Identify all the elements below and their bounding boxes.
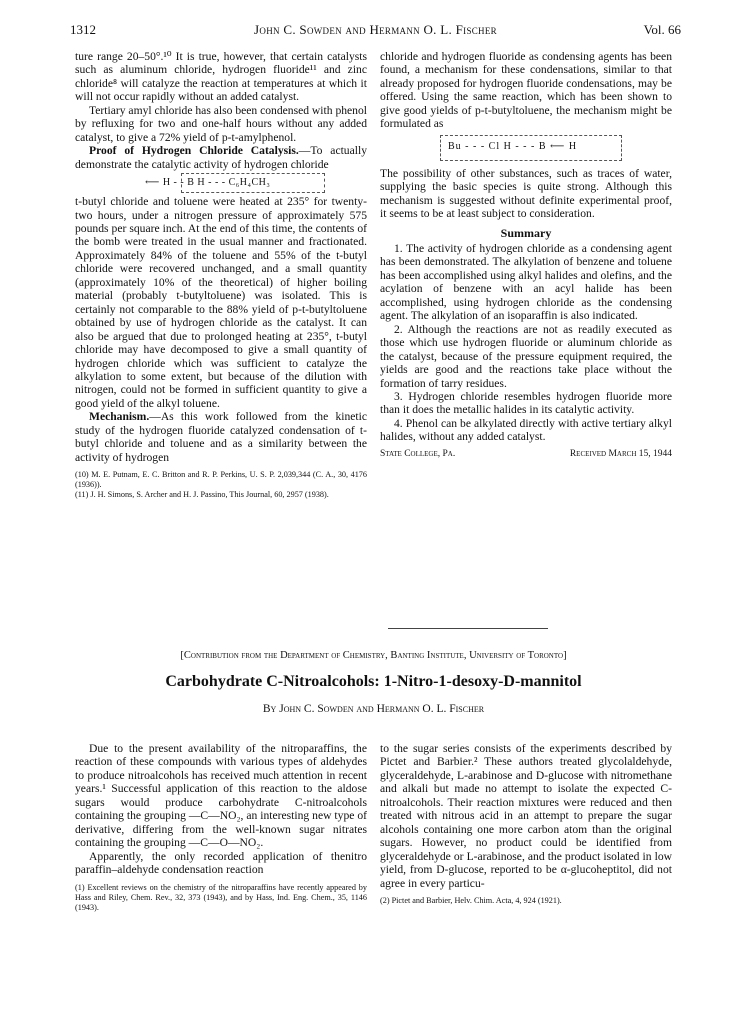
running-header xyxy=(70,22,681,40)
summary-item: 1. The activity of hydrogen chloride as a condensing agent has been demonstrated. The alkylation of benzene and toluene has been accomplished using alkyl halides and olefins, and the acylation of benzene with an acyl halide has been accomplished, using hydrogen chloride as the condensing agent. The alkylation of an isoparaffin is also indicated. xyxy=(380,241,672,323)
paragraph: to the sugar series consists of the experiments described by Pictet and Barbier.² These authors treated glycolaldehyde, glyceraldehyde, L-arabinose and D-glucose with nitromethane and alkali but made no attempt to isolate the expected C-nitroalcohols. Their reaction mixtures were reduced and then treated with nitrous acid in an attempt to prepare the sugar alcohols containing one more carbon atom than the original sugars. However, no product could be identified from glyceraldehyde or L-arabinose, and the product isolated in low yield, from D-glucose, reported to be α-glucoheptitol, did not agree in every particu- xyxy=(380,742,672,890)
signature-line xyxy=(380,448,672,461)
summary-item: 2. Although the reactions are not as readily executed as those which use hydrogen fluoride or aluminum chloride as the catalyst, because of the pressure equipment required, the yields are good and the reactions take place without the formation of tarry residues. xyxy=(380,322,672,390)
footnotes xyxy=(75,883,367,913)
paragraph-text: —To actually demonstrate the catalytic activity of hydrogen chloride xyxy=(75,144,367,171)
section-heading: Proof of Hydrogen Chloride Catalysis. xyxy=(89,144,299,158)
running-title: John C. Sowden and Hermann O. L. Fischer xyxy=(254,22,497,37)
paragraph: Due to the present availability of the nitroparaffins, the reaction of these compounds with various types of aldehydes to produce nitroalcohols has received much attention in recent years.¹ Successful application of this reaction to the aldose sugars would produce carbohydrate C-nitroalcohols containing the grouping —C—NO₂, an interesting new type of derivative, differing from the well-known sugar nitrates containing the grouping —C—O—NO₂. xyxy=(75,742,367,850)
mechanism-formula: Bu - - - Cl H - - - B ⟵ H xyxy=(448,140,578,152)
footnote: (11) J. H. Simons, S. Archer and H. J. Passino, This Journal, 60, 2957 (1938). xyxy=(75,490,329,500)
paragraph: chloride and hydrogen fluoride as condensing agents has been found, a mechanism for these condensations, similar to that already proposed for hydrogen fluoride condensations, may be offered. Using the same reaction, which has been shown to give good yields of p-t-butyltoluene, the mechanism might be formulated as xyxy=(380,50,672,131)
contribution-line: [Contribution from the Department of Chemistry, Banting Institute, University of Toronto] xyxy=(180,650,567,661)
paragraph: The possibility of other substances, such as traces of water, supplying the basic species is quite strong. Although this mechanism is suggested without definite experimental proof, it seems to be at least subject to consideration. xyxy=(380,166,672,221)
column-2 xyxy=(380,50,672,461)
footnote: (1) Excellent reviews on the chemistry of the nitroparaffins have recently appeared by Hass and Riley, Chem. Rev., 32, 373 (1943), and by Hass, Ind. Eng. Chem., 35, 1146 (1943). xyxy=(75,882,367,912)
summary-item: 3. Hydrogen chloride resembles hydrogen fluoride more than it does the metallic halides in its catalytic activity. xyxy=(380,389,672,417)
mechanism-figure-right xyxy=(380,135,672,163)
article-title: Carbohydrate C-Nitroalcohols: 1-Nitro-1-desoxy-D-mannitol xyxy=(165,673,582,690)
received-date: Received March 15, 1944 xyxy=(569,448,672,459)
section-heading: Mechanism. xyxy=(89,410,150,424)
footnote: (10) M. E. Putnam, E. C. Britton and R. P. Perkins, U. S. P. 2,039,344 (C. A., 30, 4176 (1936)). xyxy=(75,470,367,490)
summary-item: 4. Phenol can be alkylated directly with active tertiary alkyl halides, without any added catalyst. xyxy=(380,416,672,444)
mechanism-formula: ⟵ H - - B H - - - C₆H₄CH₃ xyxy=(145,177,271,189)
column-4 xyxy=(380,742,672,906)
column-1 xyxy=(75,50,367,500)
page-number: 1312 xyxy=(70,22,96,37)
paragraph: ture range 20–50°.¹⁰ It is true, however, that certain catalysts such as aluminum chloride, hydrogen fluoride¹¹ and zinc chloride⁸ will catalyze the reaction at temperatures at which it will not occur rapidly without an added catalyst. xyxy=(75,50,367,104)
column-3 xyxy=(75,742,367,913)
mechanism-figure-left xyxy=(75,173,367,193)
paragraph xyxy=(75,144,367,171)
section-divider xyxy=(388,628,548,629)
paragraph xyxy=(75,410,367,464)
footnotes xyxy=(75,470,367,500)
location: State College, Pa. xyxy=(380,448,456,459)
footnotes xyxy=(380,896,672,906)
paragraph: Tertiary amyl chloride has also been condensed with phenol by refluxing for two and one-half hours without any added catalyst, to give a 72% yield of p-t-amylphenol. xyxy=(75,103,367,144)
paragraph-text: —As this work followed from the kinetic study of the hydrogen fluoride catalyzed condensation of t-butyl chloride and toluene and as a similarity between the activity of hydrogen xyxy=(75,410,367,464)
paragraph: t-butyl chloride and toluene were heated at 235° for twenty-two hours, under a nitrogen pressure of approximately 575 pounds per square inch. At the end of this time, the contents of the bomb were treated in the usual manner and fractionated. Approximately 84% of the toluene and 55% of the t-butyl chloride were recovered unchanged, and a small quantity (approximately 10% of the theoretical) of higher boiling material (probably t-butyltoluene) was isolated. This is certainly not comparable to the 88% yield of p-t-butyltoluene obtained by use of hydrogen chloride as the catalyst. It can also be argued that due to prolonged heating at 235°, t-butyl chloride may have decomposed to give a small quantity of hydrogen chloride which was sufficient to catalyze the alkylation to some extent, but because of the dilution with nitrogen, could not be formed in sufficient quantity to give a good yield of the alkyl toluene. xyxy=(75,195,367,410)
volume-label: Vol. 66 xyxy=(643,22,681,37)
byline: By John C. Sowden and Hermann O. L. Fischer xyxy=(262,703,485,715)
footnote: (2) Pictet and Barbier, Helv. Chim. Acta, 4, 924 (1921). xyxy=(380,895,562,905)
paragraph: Apparently, the only recorded application of thenitro paraffin–aldehyde condensation reaction xyxy=(75,849,367,877)
summary-heading: Summary xyxy=(500,225,552,240)
